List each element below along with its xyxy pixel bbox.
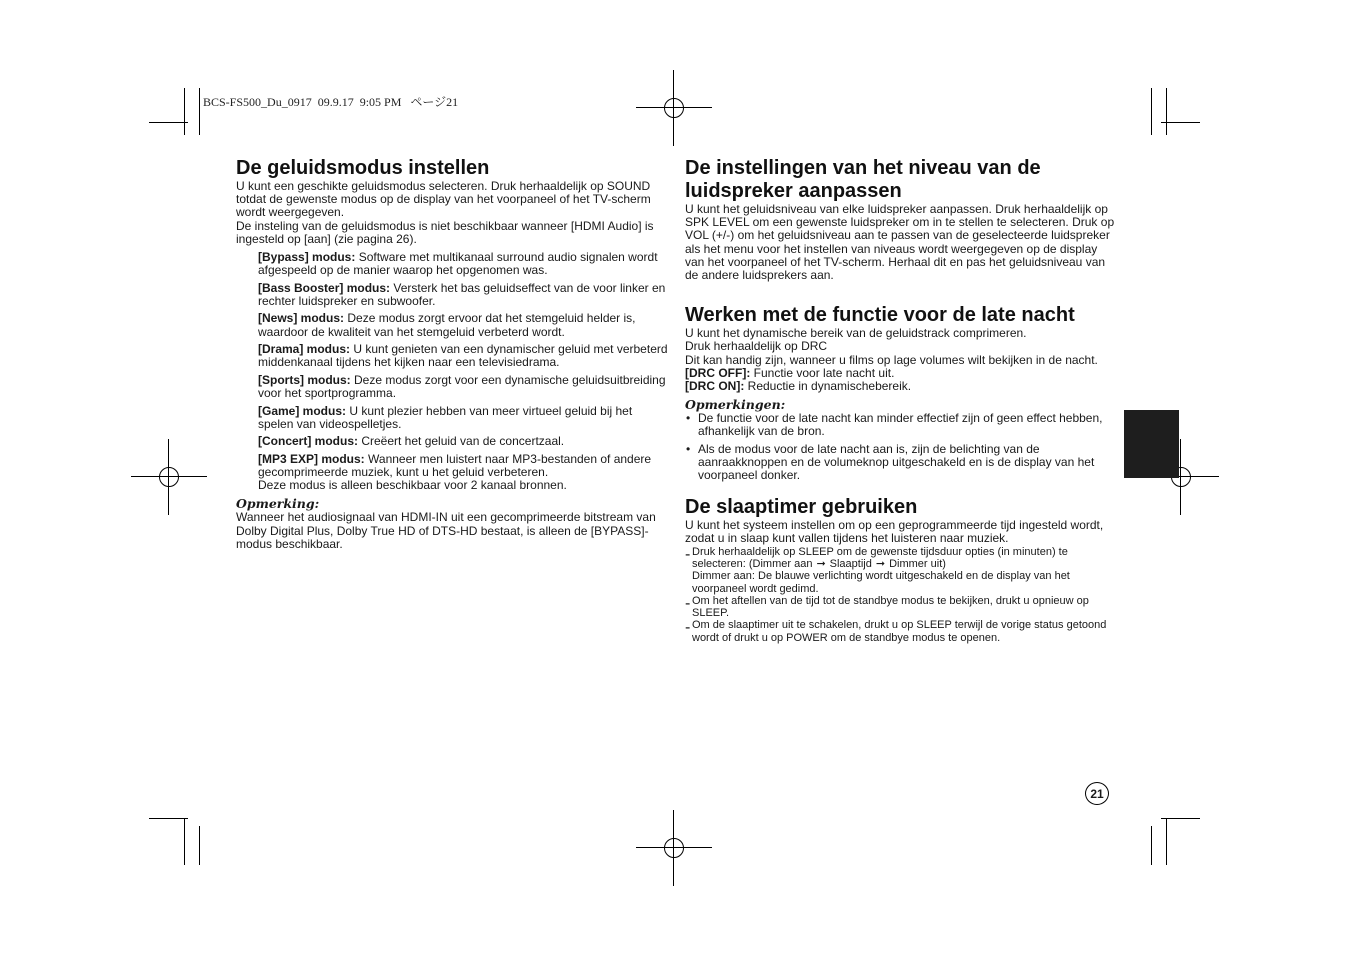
note-title: Opmerking:	[236, 496, 320, 512]
mode-item: [Bypass] modus: Software met multikanaal surround audio signalen wordt afgespeeld op de manier waarop het opgenomen was.	[258, 250, 658, 278]
mode-item: [News] modus: Deze modus zorgt ervoor dat het stemgeluid helder is, waardoor de kwaliteit van het stemgeluid verbeterd wordt.	[258, 311, 636, 339]
registration-mark	[636, 810, 712, 886]
mode-item: [Game] modus: U kunt plezier hebben van meer virtueel geluid bij het spelen van videospelletjes.	[258, 403, 633, 431]
sleep-step: - Om de slaaptimer uit te schakelen, drukt u op SLEEP terwijl de vorige status getoond wordt of drukt u op POWER om de standbye modus te openen.	[685, 619, 1107, 644]
crop-mark	[1151, 826, 1152, 865]
paragraph: Druk herhaaldelijk op DRC	[685, 339, 828, 354]
drc-on-line: [DRC ON]: Reductie in dynamischebereik.	[685, 379, 912, 394]
note-text: Wanneer het audiosignaal van HDMI-IN uit een gecomprimeerde bitstream van Dolby Digital Plus, Dolby True HD of DTS-HD bestaat, is alleen de [BYPASS]-modus beschikbaar.	[236, 510, 656, 551]
crop-mark	[1151, 88, 1152, 135]
page-number: 21	[1085, 782, 1109, 805]
drc-off-line: [DRC OFF]: Functie voor late nacht uit.	[685, 365, 895, 380]
sleep-timer-body	[685, 519, 1115, 644]
notes-list	[685, 412, 1115, 482]
mode-item: [Drama] modus: U kunt genieten van een dynamischer geluid met verbeterd middenkanaal tijdens het kijken naar een televisiedrama.	[258, 342, 668, 370]
crop-mark	[149, 122, 188, 123]
mode-item: [MP3 EXP] modus: Wanneer men luistert naar MP3-bestanden of andere gecomprimeerde muziek, kunt u het geluid verbeteren. Deze modus is alleen beschikbaar voor 2 kanaal bronnen.	[258, 451, 652, 493]
sleep-step: - Om het aftellen van de tijd tot de standbye modus te bekijken, drukt u opnieuw op SLEEP.	[685, 594, 1089, 620]
crop-mark	[184, 818, 185, 865]
crop-mark	[184, 88, 185, 135]
section-title-speaker-level: De instellingen van het niveau van de luidspreker aanpassen	[685, 157, 1041, 202]
left-column	[236, 157, 668, 551]
registration-mark	[636, 70, 712, 146]
section-title-sound-mode: De geluidsmodus instellen	[236, 157, 490, 179]
arrow-right-icon: ➞	[875, 557, 886, 570]
mode-item: [Bass Booster] modus: Versterk het bas geluidseffect van de voor linker en rechter luidspreker en subwoofer.	[258, 280, 666, 308]
paragraph: U kunt het geluidsniveau van elke luidspreker aanpassen. Druk herhaaldelijk op SPK LEVEL om een gewenste luidspreker om in te stellen te selecteren. Druk op VOL (+/-) om het geluidsniveau aan te passen van de geselecteerde luidspreker als het menu voor het instellen van niveaus wordt weergegeven op de display van het voorpaneel of het TV-scherm. Herhaal dit en pas het geluidsniveau van de andere luidsprekers aan.	[685, 202, 1115, 283]
paragraph: U kunt een geschikte geluidsmodus selecteren. Druk herhaaldelijk op SOUND totdat de gewenste modus op de display van het voorpaneel of het TV-scherm wordt weergegeven.	[236, 179, 651, 220]
section-title-sleep-timer: De slaaptimer gebruiken	[685, 496, 918, 519]
paragraph: U kunt het dynamische bereik van de geluidstrack comprimeren.	[685, 326, 1027, 341]
registration-mark	[131, 439, 207, 515]
crop-mark	[1166, 818, 1167, 865]
chapter-tab	[1124, 410, 1179, 478]
crop-mark	[199, 88, 200, 135]
mode-item: [Concert] modus: Creëert het geluid van de concertzaal.	[258, 434, 565, 449]
list-item: • De functie voor de late nacht kan minder effectief zijn of geen effect hebben, afhankelijk van de bron.	[686, 411, 1103, 439]
section-title-night-mode: Werken met de functie voor de late nacht	[685, 304, 1075, 327]
right-column	[685, 157, 1115, 644]
print-slug: BCS-FS500_Du_0917 09.9.17 9:05 PM ページ21	[203, 95, 459, 109]
paragraph: Dit kan handig zijn, wanneer u films op lage volumes wilt bekijken in de nacht.	[685, 352, 1098, 367]
list-item: • Als de modus voor de late nacht aan is, zijn de belichting van de aanraakknoppen en de volumeknop uitgeschakeld en is de display van het voorpaneel donker.	[686, 441, 1095, 483]
mode-item: [Sports] modus: Deze modus zorgt voor een dynamische geluidsuitbreiding voor het sportprogramma.	[258, 372, 666, 401]
sleep-step: - Druk herhaaldelijk op SLEEP om de gewenste tijdsduur opties (in minuten) te selecteren: (Dimmer aan ➞ Slaaptijd ➞ Dimmer uit) Dimmer aan: De blauwe verlichting wordt uitgeschakeld en de display van het voorpaneel wordt gedimd.	[685, 545, 1070, 595]
crop-mark	[149, 818, 188, 819]
crop-mark	[1166, 88, 1167, 135]
notes-title: Opmerkingen:	[685, 397, 786, 413]
crop-mark	[1161, 122, 1200, 123]
arrow-right-icon: ➞	[816, 557, 826, 570]
crop-mark	[199, 826, 200, 865]
paragraph: De insteling van de geluidsmodus is niet beschikbaar wanneer [HDMI Audio] is ingesteld op [aan] (zie pagina 26).	[236, 218, 654, 246]
crop-mark	[1161, 818, 1200, 819]
paragraph: U kunt het systeem instellen om op een geprogrammeerde tijd ingesteld wordt, zodat u in slaap kunt vallen tijdens het luisteren naar muziek.	[685, 518, 1104, 546]
